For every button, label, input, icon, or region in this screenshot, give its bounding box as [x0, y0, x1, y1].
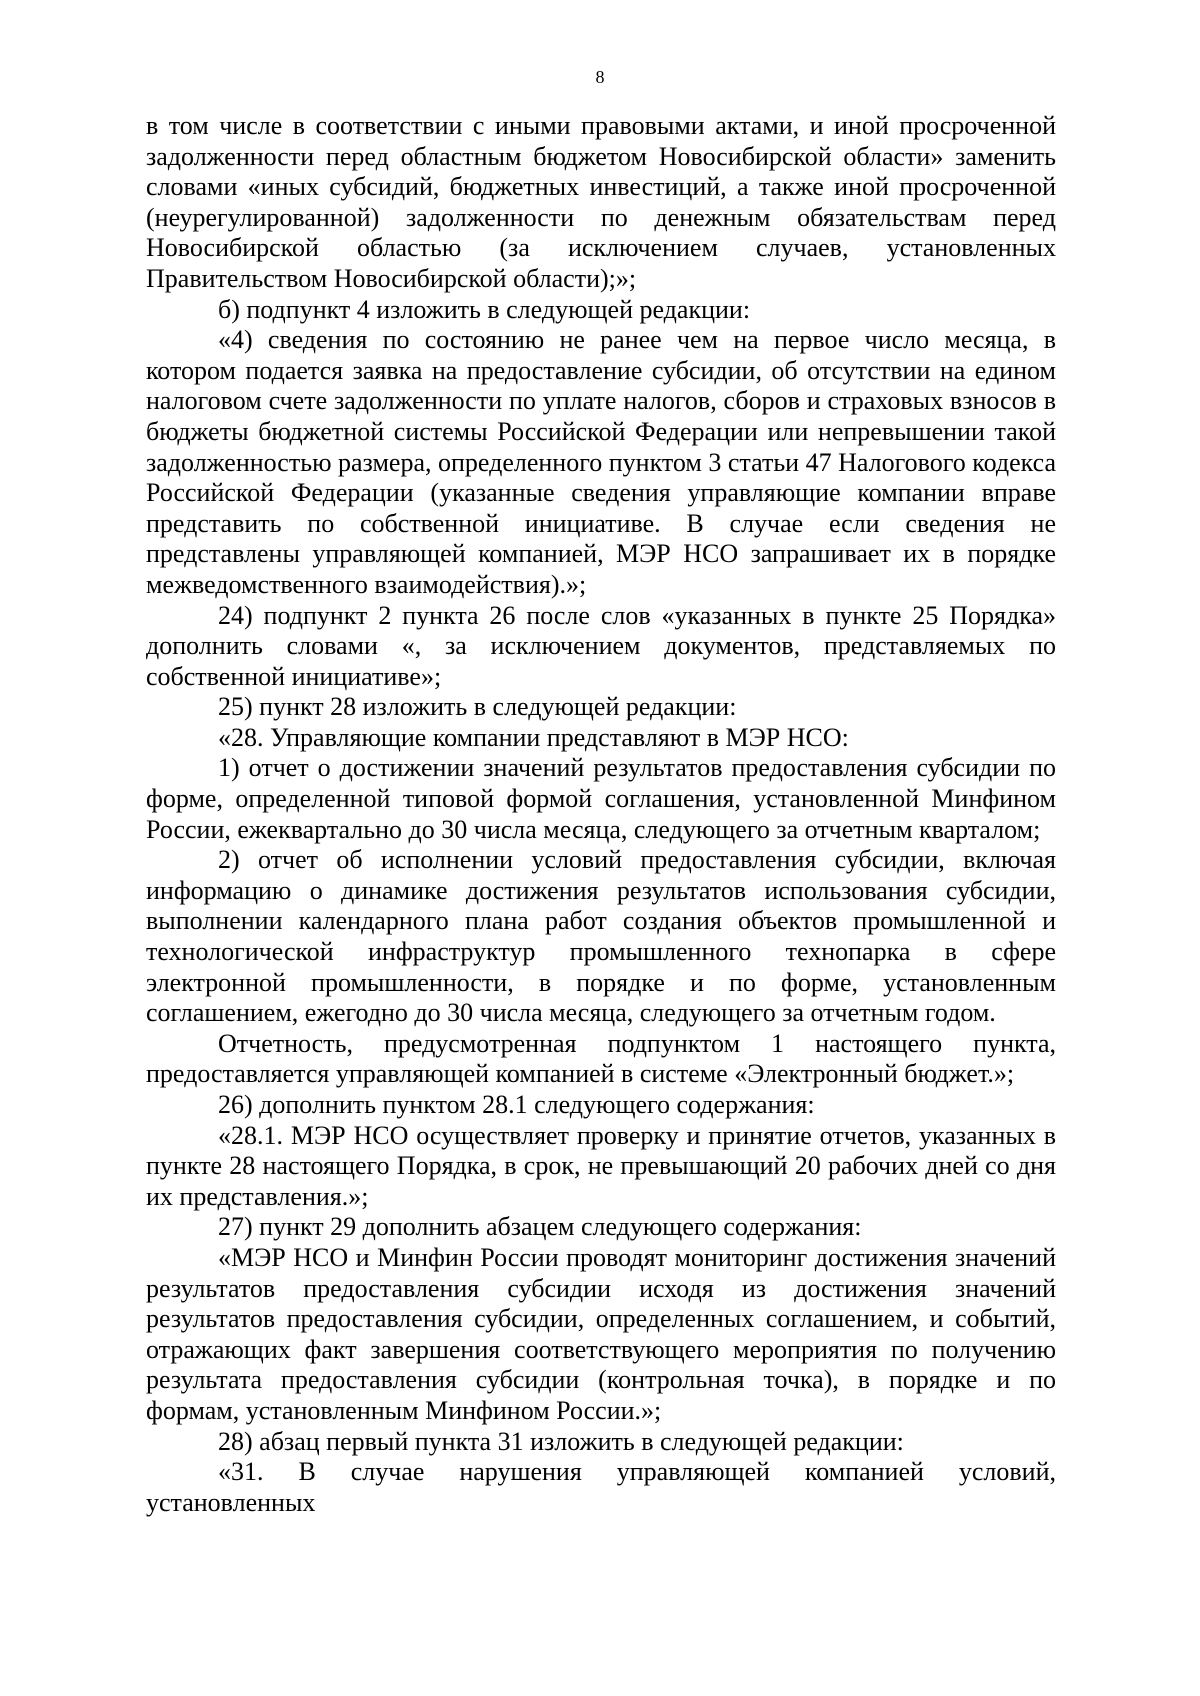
paragraph-reporting: Отчетность, предусмотренная подпунктом 1 настоящего пункта, предоставляется управляющей компанией в системе «Электронный бюджет.»; — [146, 1028, 1056, 1089]
paragraph-point-28-sub-1: 1) отчет о достижении значений результатов предоставления субсидии по форме, определенной типовой формой соглашения, установленной Минфином России, ежеквартально до 30 числа месяца, следующего за отчетным кварталом; — [146, 753, 1056, 844]
paragraph-item-26: 26) дополнить пунктом 28.1 следующего содержания: — [218, 1090, 815, 1119]
document-body — [146, 111, 1056, 1518]
paragraph-continuation: в том числе в соответствии с иными правовыми актами, и иной просроченной задолженности перед областным бюджетом Новосибирской области» заменить словами «иных субсидий, бюджетных инвестиций, а также иной просроченной (неурегулированной) задолженности по денежным обязательствам перед Новосибирской областью (за исключением случаев, установленных Правительством Новосибирской области);»; — [146, 111, 1056, 293]
paragraph-point-28-sub-2: 2) отчет об исполнении условий предоставления субсидии, включая информацию о динамике достижения результатов использования субсидии, выполнении календарного плана работ создания объектов промышленной и технологической инфраструктур промышленного технопарка в сфере электронной промышленности, в порядке и по форме, установленным соглашением, ежегодно до 30 числа месяца, следующего за отчетным годом. — [146, 845, 1056, 1028]
paragraph-point-28: «28. Управляющие компании представляют в МЭР НСО: — [218, 722, 849, 752]
paragraph-item-27: 27) пункт 29 дополнить абзацем следующего содержания: — [218, 1212, 862, 1242]
paragraph-subitem-4-text: «4) сведения по состоянию не ранее чем на первое число месяца, в котором подается заявка на предоставление субсидии, об отсутствии на едином налоговом счете задолженности по уплате налогов, сборов и страховых взносов в бюджеты бюджетной системы Российской Федерации или непревышении такой задолженностью размера, определенного пунктом 3 статьи 47 Налогового кодекса Российской Федерации (указанные сведения управляющие компании вправе представить по собственной инициативе. В случае если сведения не представлены управляющей компанией, МЭР НСО запрашивает их в порядке межведомственного взаимодействия).»; — [146, 325, 1056, 599]
paragraph-item-24: 24) подпункт 2 пункта 26 после слов «указанных в пункте 25 Порядка» дополнить словами «, за исключением документов, представляемых по собственной инициативе»; — [146, 600, 1056, 691]
paragraph-point-31: «31. В случае нарушения управляющей компанией условий, установленных — [146, 1457, 1056, 1517]
paragraph-subitem-b: б) подпункт 4 изложить в следующей редакции: — [218, 294, 751, 324]
paragraph-point-28-1: «28.1. МЭР НСО осуществляет проверку и принятие отчетов, указанных в пункте 28 настоящего Порядка, в срок, не превышающий 20 рабочих дней со дня их представления.»; — [146, 1120, 1056, 1211]
paragraph-item-25: 25) пункт 28 изложить в следующей редакции: — [218, 692, 737, 722]
page-number: 8 — [595, 67, 605, 87]
paragraph-monitoring: «МЭР НСО и Минфин России проводят мониторинг достижения значений результатов предоставления субсидии исходя из достижения значений результатов предоставления субсидии, определенных соглашением, и событий, отражающих факт завершения соответствующего мероприятия по получению результата предоставления субсидии (контрольная точка), в порядке и по формам, установленным Минфином России.»; — [146, 1242, 1056, 1425]
paragraph-item-28: 28) абзац первый пункта 31 изложить в следующей редакции: — [218, 1426, 904, 1456]
